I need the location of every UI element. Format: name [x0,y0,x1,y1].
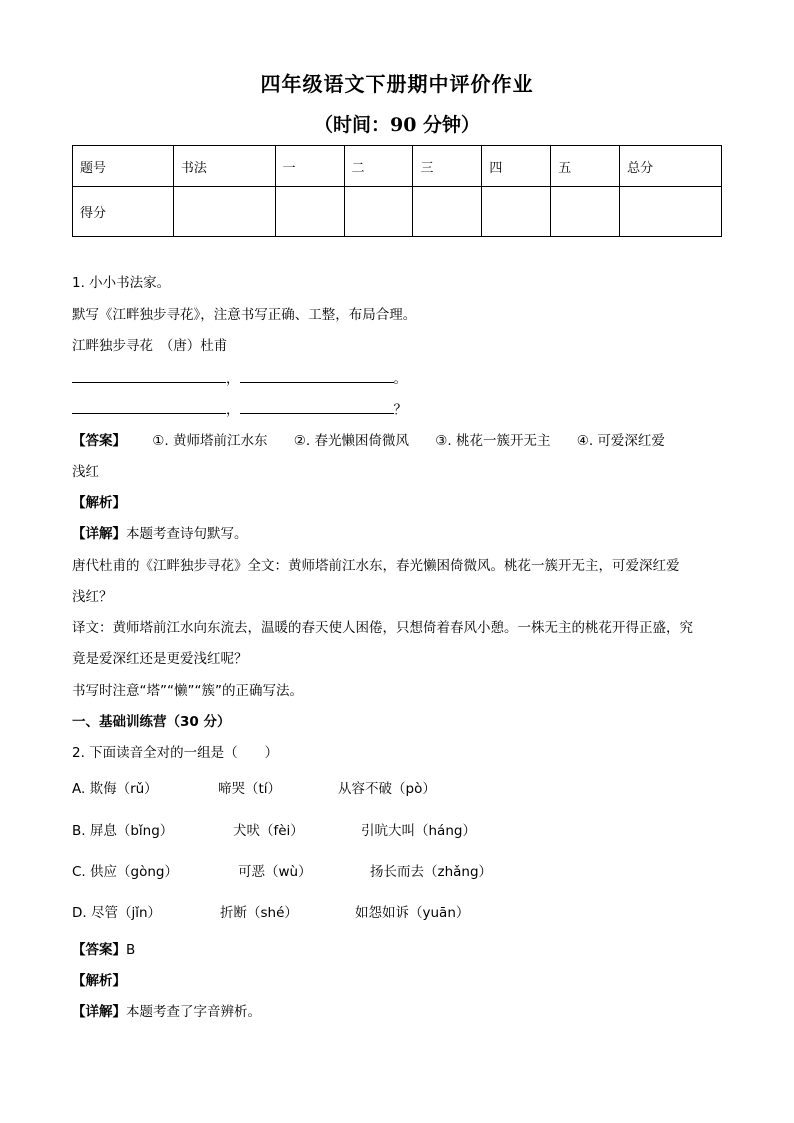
answer-label: 【答案】 [72,433,126,449]
q2-option-d-word-2: 折断（shé） [220,905,298,921]
fill-blank [240,399,394,414]
answer-item: ④. 可爱深红爱 [576,433,665,449]
q1-poem-heading: 江畔独步寻花 （唐）杜甫 [72,338,228,354]
q2-option-a-word-3: 从容不破（pò） [338,781,436,797]
q1-translation-line-2: 竟是爱深红还是更爱浅红呢？ [72,651,248,667]
q2-analysis-label: 【解析】 [72,973,126,989]
score-cell [275,187,344,237]
score-table-header-cell: 三 [413,146,482,187]
q1-note: 书写时注意“塔”“懒”“簇”的正确写法。 [72,683,303,699]
answer-item: ②. 春光懒困倚微风 [293,433,409,449]
answer-value: B [126,942,136,958]
punctuation: 。 [393,371,407,387]
score-table-score-row [73,187,722,237]
q2-option-b-word-3: 引吭大叫（háng） [361,823,476,839]
score-table-header-cell: 四 [482,146,551,187]
score-cell [173,187,275,237]
score-cell [482,187,551,237]
q2-option-c-word-2: 可恶（wù） [238,864,312,880]
answer-item: ①. 黄师塔前江水东 [152,433,268,449]
q1-translation-line-1: 译文：黄师塔前江水向东流去，温暖的春天使人困倦，只想倚着春风小憩。一株无主的桃花开得正盛，究 [72,620,693,636]
fill-blank [240,368,394,383]
time-subtitle: （时间：90 分钟） [313,114,481,136]
q1-fulltext-line-2: 浅红？ [72,589,113,605]
q2-title: 2. 下面读音全对的一组是（ ） [72,745,279,761]
score-table-header-cell: 书法 [173,146,275,187]
score-table-header-cell: 五 [551,146,620,187]
q2-option-c: C. 供应（gòng） [72,864,178,880]
q1-instruction: 默写《江畔独步寻花》，注意书写正确、工整，布局合理。 [72,307,417,323]
detail-label: 【详解】 [72,1004,126,1020]
document-title: 四年级语文下册期中评价作业 [260,72,534,96]
q2-option-d: D. 尽管（jǐn） [72,905,162,921]
punctuation: ？ [393,402,407,418]
q2-option-d-word-3: 如怨如诉（yuān） [355,905,470,921]
score-cell [413,187,482,237]
q1-answer-continued: 浅红 [72,464,99,480]
score-table-header-cell: 一 [275,146,344,187]
score-table-header-cell: 总分 [620,146,722,187]
fill-blank [72,368,226,383]
score-table-header-cell: 二 [344,146,413,187]
answer-label: 【答案】 [72,942,126,958]
q1-answer [72,431,665,451]
q1-answer-line-2 [72,399,407,420]
q2-option-b-word-2: 犬吠（fèi） [233,823,304,839]
q1-detail [72,524,248,544]
section-heading: 一、基础训练营（30 分） [72,714,231,730]
q2-option-a-word-2: 啼哭（tí） [218,781,282,797]
score-table-header-row [73,146,722,187]
score-cell [344,187,413,237]
score-cell [551,187,620,237]
answer-item: ③. 桃花一簇开无主 [435,433,551,449]
score-table [72,145,722,237]
q2-detail [72,1002,261,1022]
punctuation: ， [226,402,240,418]
punctuation: ， [226,371,240,387]
q1-analysis-label: 【解析】 [72,495,126,511]
detail-label: 【详解】 [72,526,126,542]
score-cell [620,187,722,237]
q1-title: 1. 小小书法家。 [72,275,171,291]
score-table-header-cell: 题号 [73,146,174,187]
q1-fulltext-line-1: 唐代杜甫的《江畔独步寻花》全文：黄师塔前江水东，春光懒困倚微风。桃花一簇开无主，可爱深红爱 [72,558,680,574]
score-row-label: 得分 [73,187,174,237]
fill-blank [72,399,226,414]
q2-option-c-word-3: 扬长而去（zhǎng） [370,864,493,880]
q2-answer [72,940,135,960]
q2-option-b: B. 屏息（bǐng） [72,823,174,839]
q2-option-a: A. 欺侮（rǔ） [72,781,158,797]
q1-answer-line-1 [72,368,407,389]
detail-text: 本题考查诗句默写。 [126,526,248,542]
detail-text: 本题考查了字音辨析。 [126,1004,261,1020]
